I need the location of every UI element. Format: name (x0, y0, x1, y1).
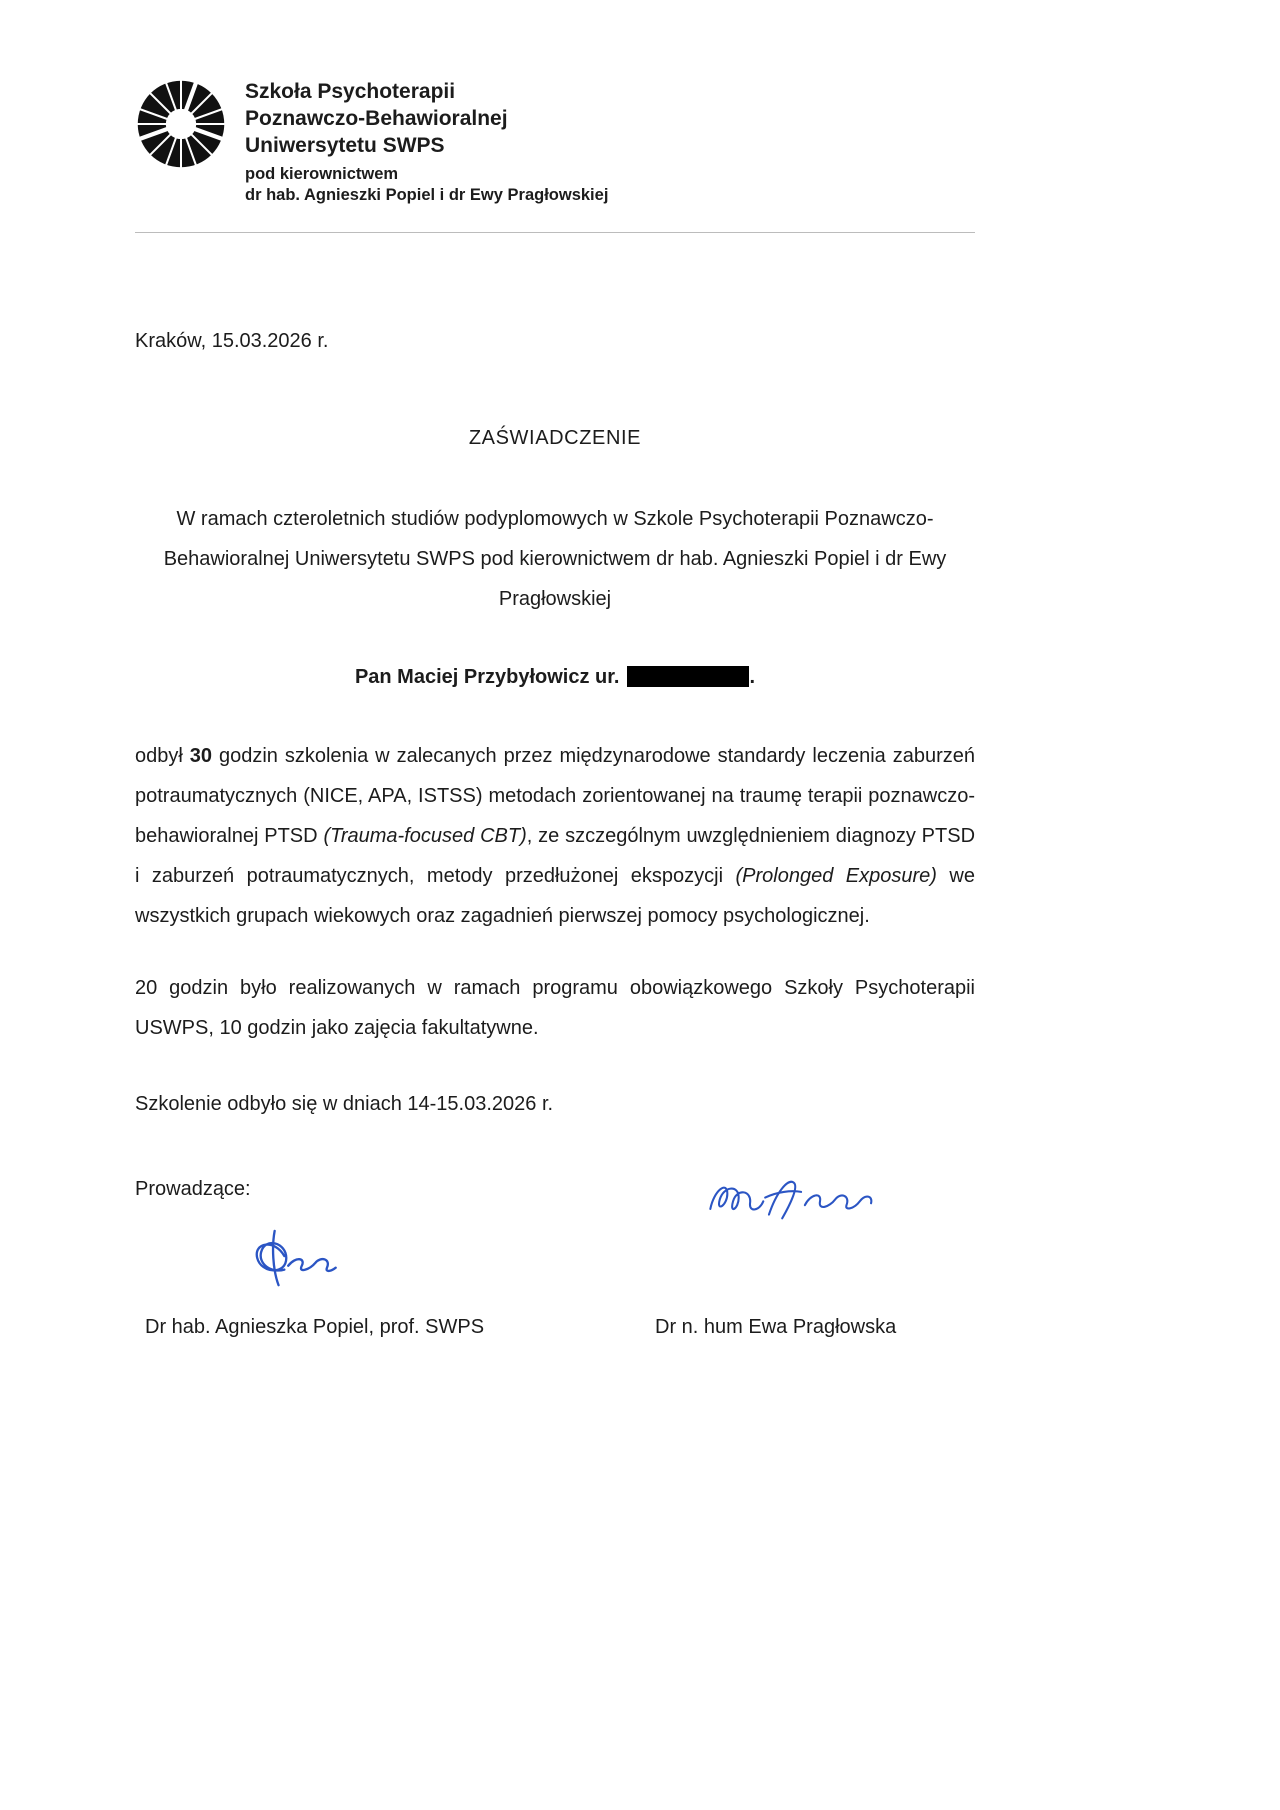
text-run: godzin szkolenia w zalecanych przez międzynarodowe standardy leczenia zaburzeń potraumatycznych (NICE, APA, ISTSS) metodach zorientowanej na traumę terapii poznawczo-behawioralnej PTSD (135, 745, 975, 847)
signatories-row (135, 1315, 975, 1340)
org-subtitle-line-1: pod kierownictwem (245, 165, 399, 183)
signature-block (135, 1177, 975, 1309)
hours-count-bold: 30 (189, 745, 213, 767)
org-subtitle-line-2: dr hab. Agnieszki Popiel i dr Ewy Pragłowskiej (245, 186, 609, 204)
signature-ewa-praglowska (705, 1173, 883, 1225)
org-name-line-1: Szkoła Psychoterapii (245, 80, 456, 103)
letterhead-text (245, 78, 608, 206)
intro-paragraph: W ramach czteroletnich studiów podyplomowych w Szkole Psychoterapii Poznawczo-Behawioralnej Uniwersytetu SWPS pod kierownictwem dr hab. Agnieszki Popiel i dr Ewy Pragłowskiej (163, 508, 947, 610)
place-date-line: Kraków, 15.03.2026 r. (135, 330, 329, 352)
signature-agnieszka-popiel (241, 1227, 349, 1289)
trauma-focused-cbt-italic: (Trauma-focused CBT) (323, 825, 527, 847)
org-name-line-2: Poznawczo-Behawioralnej (245, 107, 508, 130)
letterhead (135, 78, 975, 206)
org-name-line-3: Uniwersytetu SWPS (245, 134, 445, 157)
recipient-line-suffix: . (749, 666, 756, 688)
recipient-name-text: Pan Maciej Przybyłowicz ur. (354, 666, 620, 688)
document-title: ZAŚWIADCZENIE (468, 427, 642, 449)
redaction-box (627, 666, 749, 687)
signatory-left-name: Dr hab. Agnieszka Popiel, prof. SWPS (145, 1316, 485, 1338)
swps-starburst-logo-icon (135, 78, 227, 170)
header-divider (135, 232, 975, 233)
training-description-paragraph (135, 736, 975, 936)
recipient-line (135, 665, 975, 690)
text-run: , ze szczególnym uwzględnieniem diagnozy PTSD i zaburzeń potraumatycznych, metody przedłużonej ekspozycji (135, 825, 976, 887)
hours-breakdown-paragraph: 20 godzin było realizowanych w ramach programu obowiązkowego Szkoły Psychoterapii USWPS, 10 godzin jako zajęcia fakultatywne. (135, 977, 975, 1039)
text-run: odbył (135, 745, 190, 767)
signatory-right-name: Dr n. hum Ewa Pragłowska (655, 1316, 897, 1338)
prolonged-exposure-italic: (Prolonged Exposure) (735, 865, 937, 887)
training-dates-paragraph: Szkolenie odbyło się w dniach 14-15.03.2026 r. (135, 1093, 554, 1115)
text-run: we wszystkich grupach wiekowych oraz zagadnień pierwszej pomocy psychologicznej. (135, 865, 975, 927)
leaders-label: Prowadzące: (135, 1178, 251, 1200)
